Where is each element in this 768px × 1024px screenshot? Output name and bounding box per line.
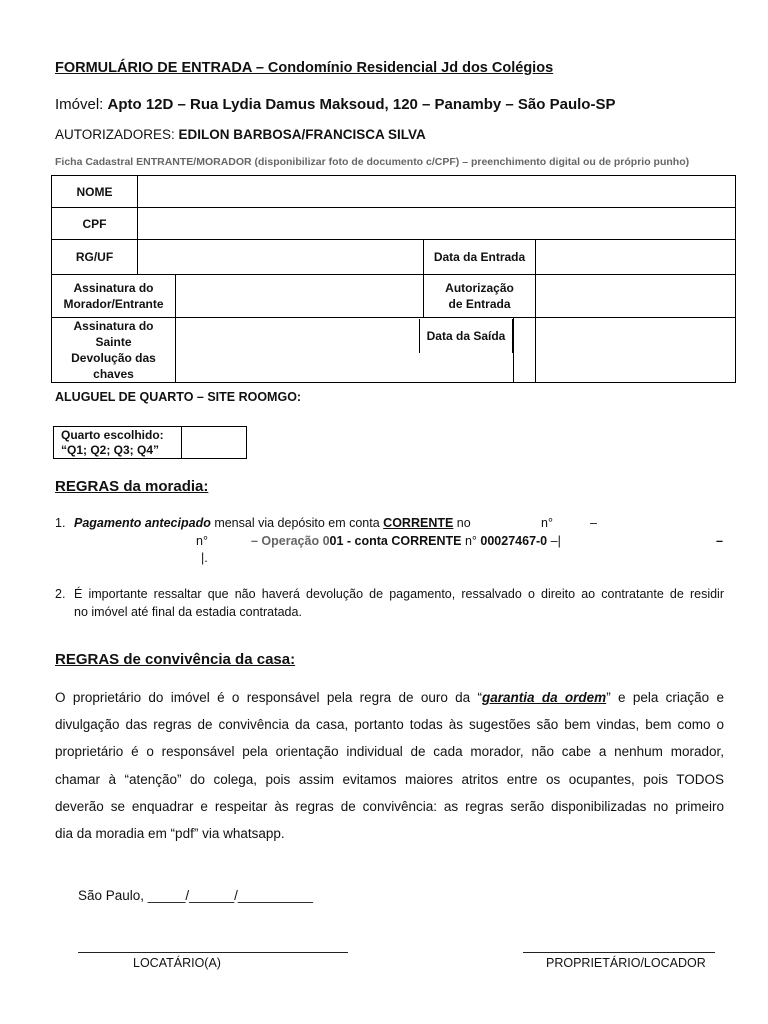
departing-signature-label [52,318,176,383]
rule-1-bar: |. [201,551,208,565]
name-field[interactable] [138,176,736,208]
entry-authorization-field[interactable] [536,275,736,318]
room-section-title: ALUGUEL DE QUARTO – SITE ROOMGO: [55,390,302,404]
rule-1-line1 [74,516,471,530]
entry-date-field[interactable] [536,240,736,275]
registration-note-detail: (disponibilizar foto de documento c/CPF) – preenchimento digital ou de próprio punho) [251,156,690,168]
coexistence-line-4: chamar à “atenção” do colega, pois assim evitamos maiores atritos entre os ocupantes, pois TODOS [55,771,724,787]
page-title: FORMULÁRIO DE ENTRADA – Condomínio Residencial Jd dos Colégios [55,60,554,76]
entry-date-label: Data da Entrada [424,240,536,275]
coexistence-line-6: dia da moradia em “pdf” via whatsapp. [55,826,285,842]
golden-rule-emphasis: garantia da ordem [482,690,607,705]
rule-1-account-number: 00027467-0 [480,534,548,548]
rule-1-number: 1. [55,516,66,530]
room-label-line1: Quarto escolhido: [61,427,164,442]
departing-signature-label-line1: Assinatura do Sainte [73,319,154,349]
room-label [54,427,182,459]
resident-signature-label [52,275,176,318]
coexistence-title: REGRAS de convivência da casa: [55,651,296,668]
owner-signature-line[interactable] [523,940,715,953]
room-label-line2: “Q1; Q2; Q3; Q4” [61,442,160,457]
exit-date-field[interactable] [512,320,714,352]
coexistence-paragraph [55,684,724,847]
entry-authorization-label [424,275,536,318]
rg-uf-field[interactable] [138,240,424,275]
rule-1-text-c: 01 - conta [329,534,392,548]
departing-signature-label-line2: Devolução das chaves [71,351,156,381]
tenant-signature-line[interactable] [78,940,348,953]
date-line: São Paulo, _____/______/__________ [78,888,313,903]
rule-1-dash-1: – [590,516,597,530]
coexistence-line-3: proprietário é o responsável pela orientação individual de cada morador, não cabe a nenhum morador, [55,744,724,760]
rule-1-text-a: mensal via depósito em conta [210,516,384,530]
tenant-label: LOCATÁRIO(A) [133,956,221,970]
resident-signature-field[interactable] [176,275,424,318]
authorizers-names: EDILON BARBOSA/FRANCISCA SILVA [178,127,426,142]
rule-1-text-d: n° [461,534,481,548]
rule-1-emphasis: Pagamento antecipado [74,516,211,530]
rule-1-dash-2: – [716,534,723,548]
rule-1-operation: – Operação 0 [251,534,330,548]
rule-1-account-type: CORRENTE [383,516,454,530]
rules-title: REGRAS da moradia: [55,478,209,495]
coexistence-line-1-a: O proprietário do imóvel é o responsável pela regra de ouro da “ [55,690,483,705]
resident-signature-label-line2: Morador/Entrante [63,297,164,311]
entry-authorization-label-line1: Autorização [445,281,514,295]
name-label: NOME [52,176,138,208]
cpf-field[interactable] [138,208,736,240]
rule-1-number-sign-2: n° [196,534,208,548]
registration-note-title: Ficha Cadastral ENTRANTE/MORADOR [55,156,252,168]
authorizers-line [55,127,426,142]
rule-1-text-e: –| [547,534,561,548]
coexistence-line-1 [55,684,724,711]
property-line [55,96,615,113]
room-table [53,426,247,459]
rule-1-text-b: no [453,516,471,530]
rule-2-line2: no imóvel até final da estadia contratada. [74,605,302,619]
entry-authorization-label-line2: de Entrada [448,297,511,311]
coexistence-line-1-b: ” e pela criação e [606,690,725,705]
rule-2-line1: É importante ressaltar que não haverá devolução de pagamento, ressalvado o direito ao contratante de residir [74,587,724,601]
rule-1-account-type-2: CORRENTE [391,534,462,548]
resident-signature-label-line1: Assinatura do [73,281,154,295]
cpf-label: CPF [52,208,138,240]
rule-1-number-sign-1: n° [541,516,553,530]
registration-note [55,156,689,168]
coexistence-line-2: divulgação das regras de convivência da casa, portanto todas às sugestões são bem vindas, bem como o [55,717,724,733]
owner-label: PROPRIETÁRIO/LOCADOR [546,956,706,970]
exit-date-label: Data da Saída [419,319,513,353]
property-label: Imóvel: [55,96,108,113]
room-field[interactable] [182,427,247,459]
rg-uf-label: RG/UF [52,240,138,275]
coexistence-line-5: deverão se enquadrar e respeitar às regras de convivência: as regras serão disponibilizadas no primeiro [55,798,724,814]
property-address: Apto 12D – Rua Lydia Damus Maksoud, 120 – Panamby – São Paulo-SP [107,96,616,113]
authorizers-label: AUTORIZADORES: [55,127,179,142]
rule-2-number: 2. [55,587,66,601]
rule-1-line2 [251,534,561,548]
